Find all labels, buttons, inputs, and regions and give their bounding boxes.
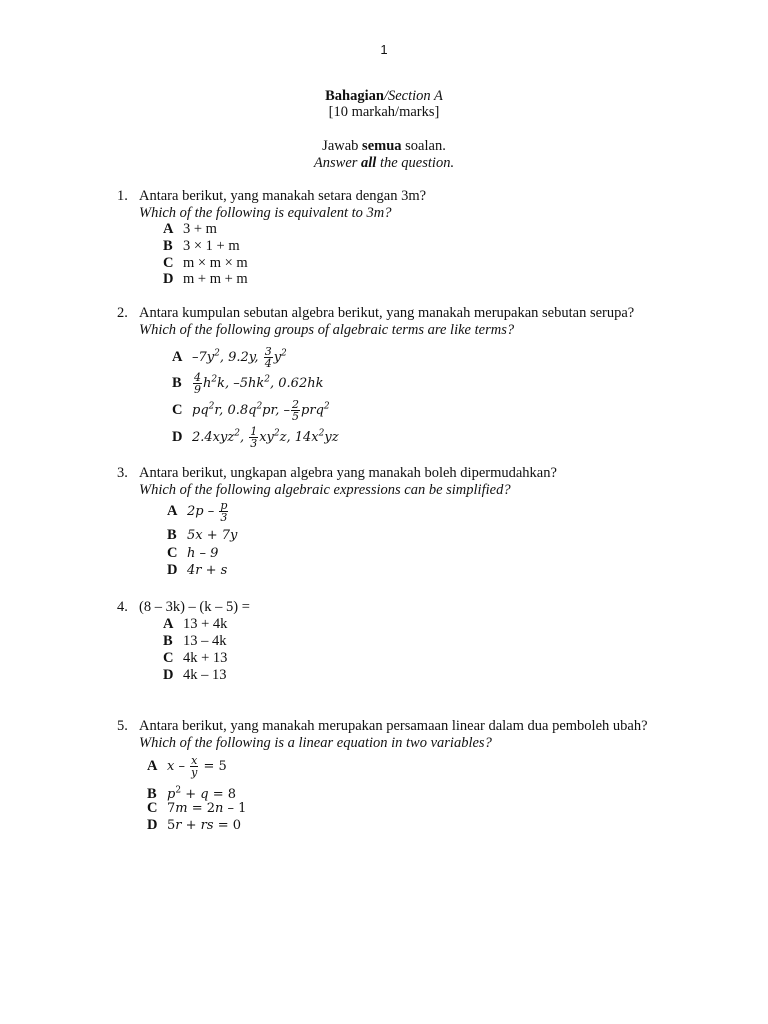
question-4-option-c[interactable] (163, 650, 227, 666)
question-5-option-a[interactable] (147, 755, 227, 778)
option-text: m × m × m (183, 255, 248, 271)
question-2-option-c[interactable] (172, 397, 330, 422)
option-letter: C (167, 545, 178, 561)
question-2-text-english: Which of the following groups of algebraic terms are like terms? (139, 322, 515, 338)
question-4-option-b[interactable] (163, 633, 227, 649)
instruction-english-emphasis: all (361, 155, 377, 171)
option-text: m + m + m (183, 271, 248, 287)
question-5-number: 5. (117, 718, 128, 734)
question-1-text-malay: Antara berikut, yang manakah setara dengan 3m? (139, 188, 427, 204)
option-letter: D (172, 429, 183, 446)
question-2-number: 2. (117, 305, 128, 321)
question-4-option-d[interactable] (163, 667, 227, 683)
option-letter: D (163, 667, 174, 683)
option-math: 5r + rs = 0 (167, 818, 241, 833)
question-1-option-c[interactable] (163, 255, 248, 271)
question-1-option-a[interactable] (163, 221, 217, 237)
instruction-english-part: Answer (313, 155, 362, 171)
option-math: $pq^2r$, $0.8q^2pr$, – $\frac{2}{5}$ prq$^2$ (192, 398, 330, 424)
option-letter: B (167, 527, 177, 543)
question-5-text-english: Which of the following is a linear equation in two variables? (139, 735, 492, 751)
question-1-option-d[interactable] (163, 271, 248, 287)
option-math: $p^2 + q = 8$ (167, 786, 236, 803)
option-letter: B (163, 633, 173, 649)
instruction-malay-emphasis: semua (362, 138, 402, 154)
option-math: 7m = 2n – 1 (167, 801, 247, 816)
section-heading (0, 88, 768, 104)
option-letter: B (163, 238, 173, 254)
question-4-option-a[interactable] (163, 616, 227, 632)
question-4-number: 4. (117, 599, 128, 615)
option-math: h – 9 (187, 546, 219, 561)
marks-label: [10 markah/marks] (328, 104, 440, 120)
option-letter: C (147, 800, 158, 816)
question-3-option-a[interactable] (167, 500, 229, 523)
option-math: 4r + s (187, 563, 228, 578)
instruction-malay-part: soalan. (401, 138, 446, 154)
question-1-text-english: Which of the following is equivalent to 3m? (139, 205, 392, 221)
question-3-option-b[interactable] (167, 527, 237, 544)
page-number: 1 (380, 42, 388, 57)
option-letter: B (147, 786, 157, 803)
option-text: 4k + 13 (183, 650, 228, 666)
option-letter: D (163, 271, 174, 287)
option-math: 2p – $\frac{p}{3}$ (187, 499, 228, 524)
question-5-option-c[interactable] (147, 800, 246, 817)
option-math: $\frac{4}{9}$ $h^2k$, $-5hk^2$, 0.62hk (194, 371, 324, 397)
question-3-text-malay: Antara berikut, ungkapan algebra yang manakah boleh dipermudahkan? (139, 465, 557, 481)
question-2-option-b[interactable] (172, 370, 323, 395)
option-text: 3 × 1 + m (183, 238, 240, 254)
question-1-option-b[interactable] (163, 238, 240, 254)
section-heading-rest: /Section A (383, 88, 443, 104)
option-math: $-7y^2$, 9.2y, $\frac{3}{4}$ $y^2$ (192, 345, 287, 371)
option-letter: A (163, 616, 174, 632)
question-3-number: 3. (117, 465, 128, 481)
option-text: 4k – 13 (183, 667, 227, 683)
option-letter: A (147, 758, 158, 774)
instruction-english (0, 155, 768, 171)
option-letter: C (172, 402, 183, 419)
option-text: 3 + m (183, 221, 217, 237)
option-letter: A (167, 503, 178, 519)
instruction-malay (0, 138, 768, 154)
question-3-option-c[interactable] (167, 545, 218, 562)
question-1-number: 1. (117, 188, 128, 204)
option-letter: D (147, 817, 158, 833)
option-letter: C (163, 650, 174, 666)
question-2-option-d[interactable] (172, 424, 339, 449)
question-5-text-malay: Antara berikut, yang manakah merupakan persamaan linear dalam dua pemboleh ubah? (139, 718, 648, 734)
option-letter: B (172, 375, 182, 392)
question-3-text-english: Which of the following algebraic expressions can be simplified? (139, 482, 511, 498)
option-math: 5x + 7y (187, 528, 238, 543)
question-5-option-d[interactable] (147, 817, 241, 834)
option-letter: D (167, 562, 178, 578)
question-2-option-a[interactable] (172, 344, 287, 369)
option-text: 13 – 4k (183, 633, 227, 649)
instruction-malay-part: Jawab (322, 138, 363, 154)
question-4-text: (8 – 3k) – (k – 5) = (139, 599, 250, 615)
option-math: x – $\frac{x}{y}$ = 5 (167, 754, 227, 779)
question-3-option-d[interactable] (167, 562, 227, 579)
option-letter: C (163, 255, 174, 271)
question-2-text-malay: Antara kumpulan sebutan algebra berikut, yang manakah merupakan sebutan serupa? (139, 305, 635, 321)
option-letter: A (163, 221, 174, 237)
option-letter: A (172, 349, 183, 366)
instruction-english-part: the question. (376, 155, 455, 171)
option-text: 13 + 4k (183, 616, 228, 632)
section-heading-bold: Bahagian (325, 88, 384, 104)
option-math: 2.4xyz$^2$, $\frac{1}{3}$ $xy^2z$, $14x^2yz$ (192, 425, 339, 451)
